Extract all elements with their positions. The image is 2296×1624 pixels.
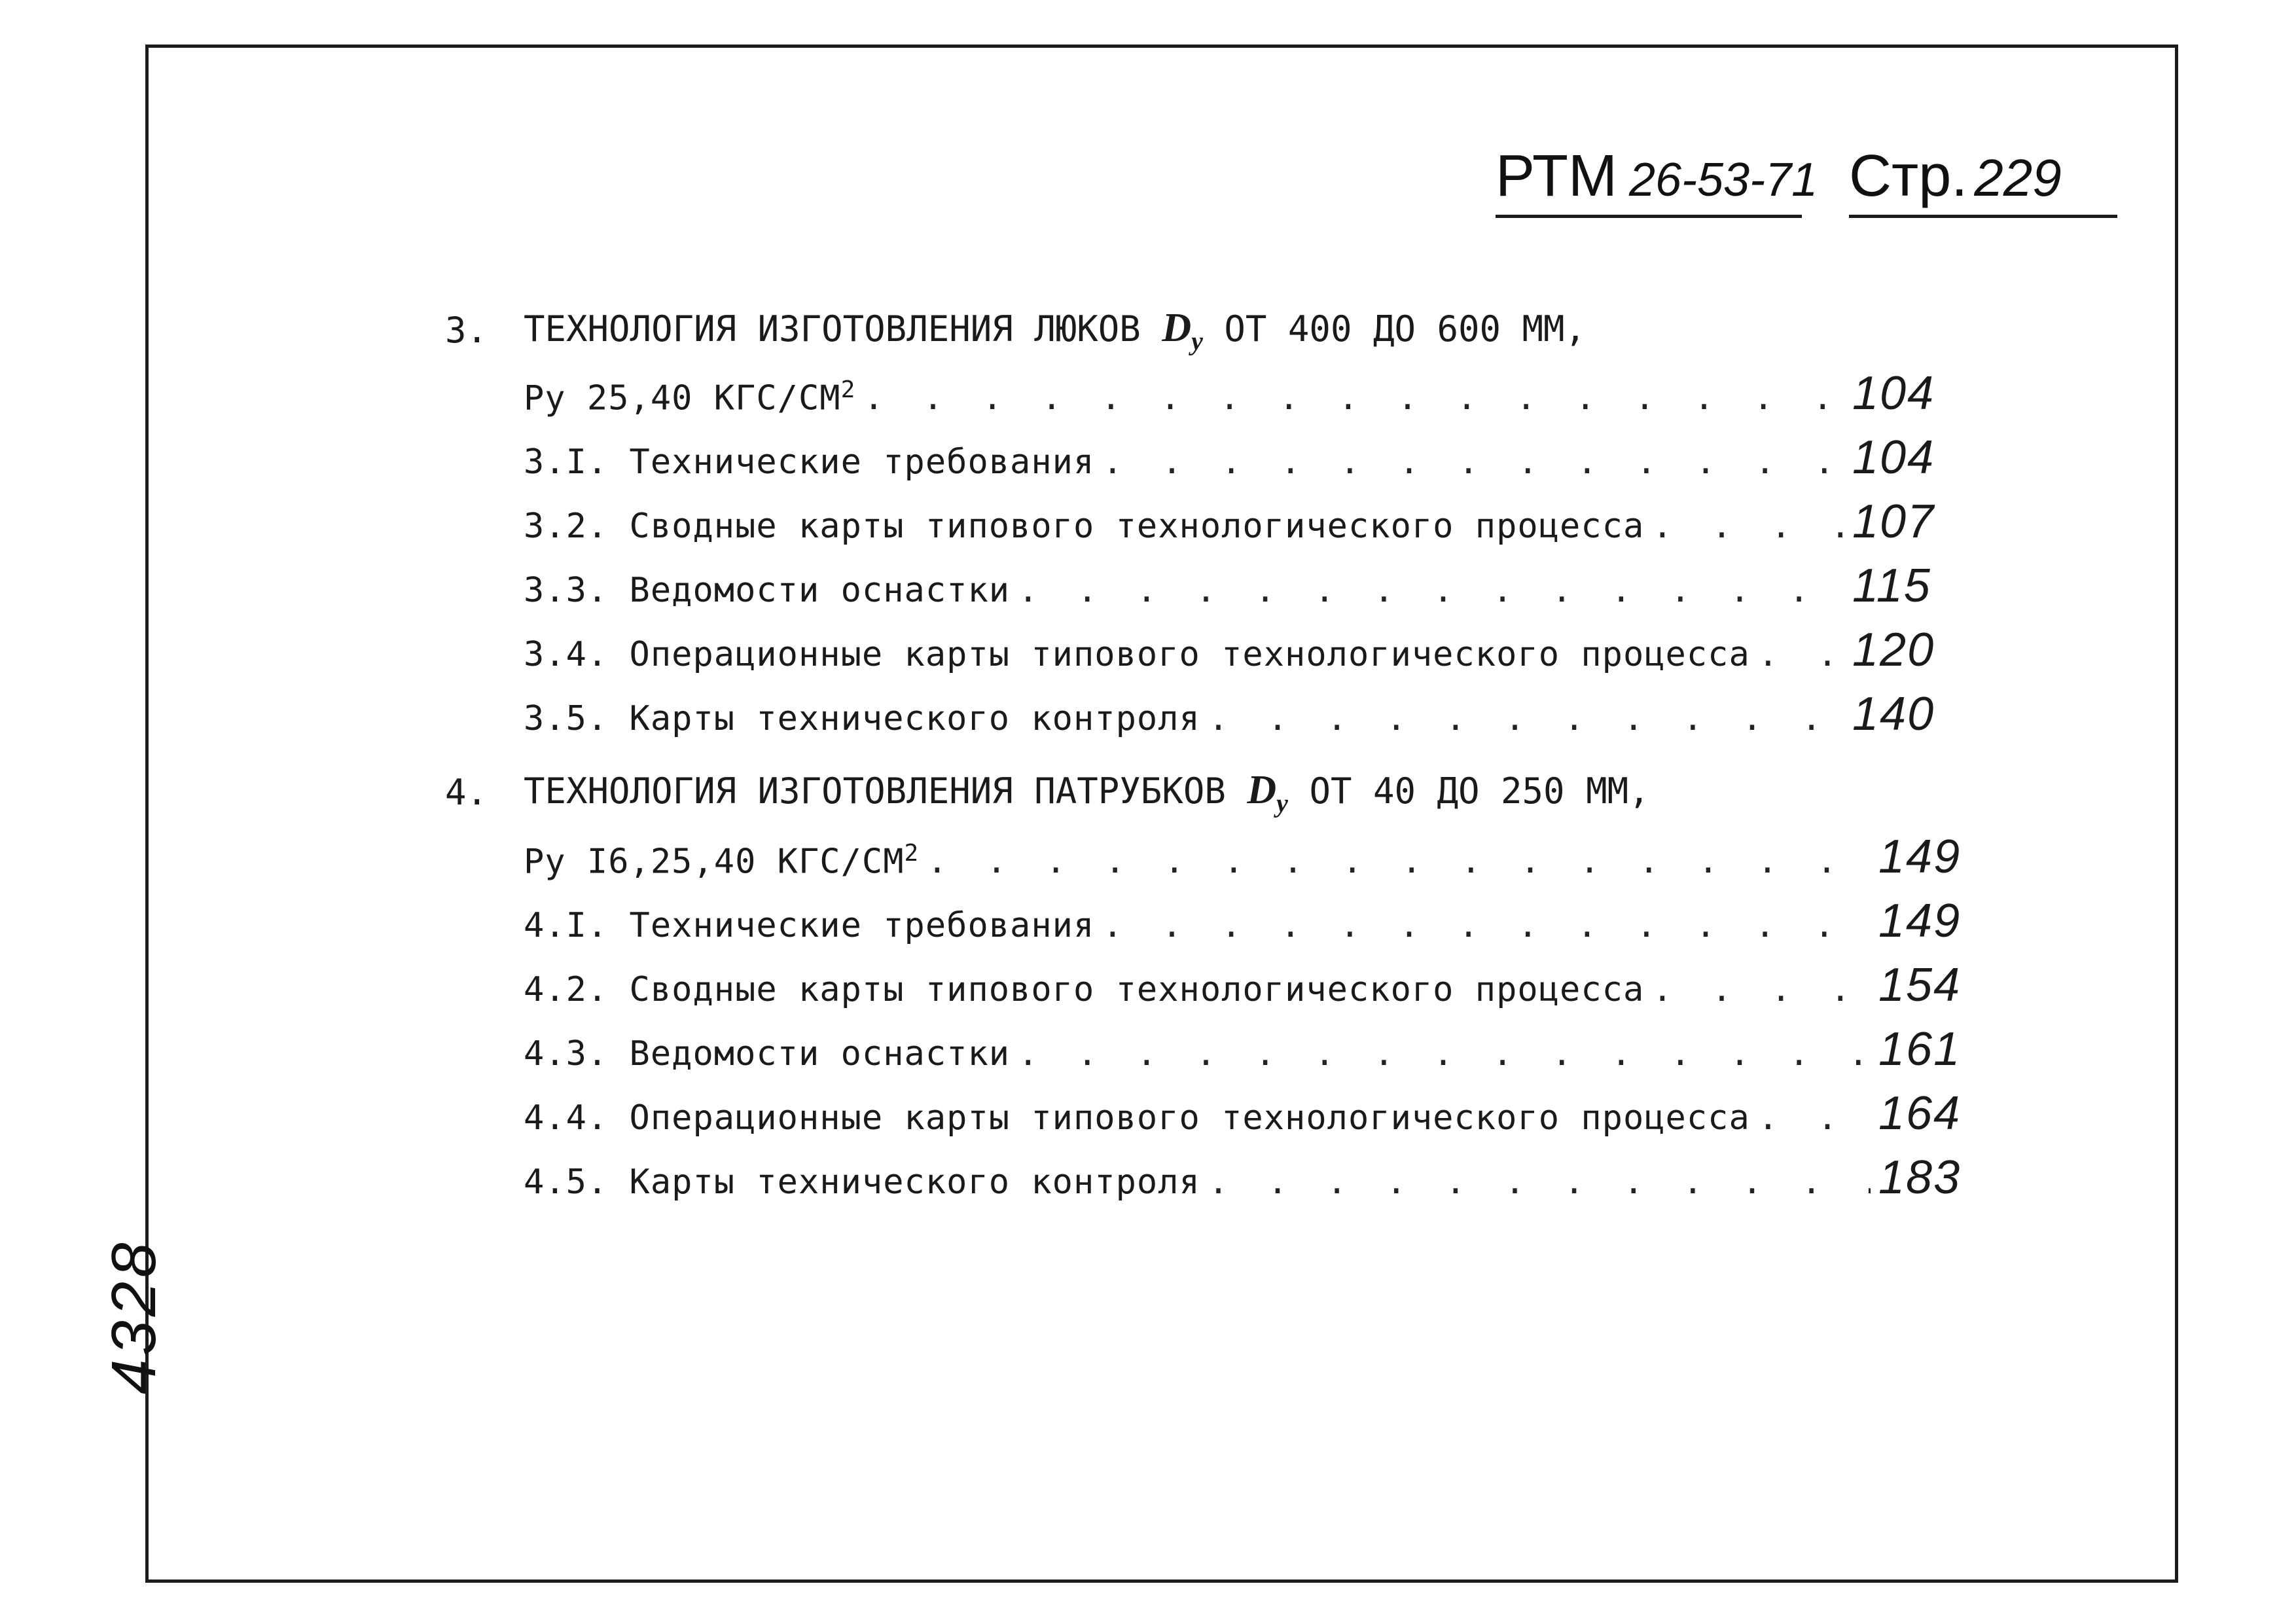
leader-dots <box>1758 1098 1871 1138</box>
toc-label: 4.2. Сводные карты типового технологического процесса <box>524 970 1645 1009</box>
toc-page: 120 <box>1852 624 1935 676</box>
leader-dots <box>1102 442 1844 482</box>
leader-dots <box>1208 1163 1871 1202</box>
page-prefix: Стр. <box>1849 143 1968 209</box>
leader-dots <box>927 842 1871 881</box>
toc-row <box>524 367 1937 420</box>
toc-label: 3.I. Технические требования <box>524 442 1095 482</box>
leader-dots <box>1102 906 1871 945</box>
page-number-stamp <box>1849 143 2117 218</box>
toc-row <box>524 623 1937 676</box>
toc-label: 3.4. Операционные карты типового технологического процесса <box>524 635 1750 674</box>
document-code-stamp <box>1496 143 1818 218</box>
leader-dots <box>1652 970 1871 1009</box>
toc-row <box>524 1151 1964 1204</box>
toc-page: 164 <box>1878 1087 1962 1140</box>
toc-row <box>524 1022 1964 1075</box>
leader-dots <box>863 378 1844 418</box>
leader-dots <box>1652 507 1844 546</box>
toc-row <box>524 559 1937 612</box>
toc-page: 115 <box>1852 560 1931 612</box>
section-title <box>524 770 1650 816</box>
toc-subtitle: Ру I6,25,40 КГС/$СМ^2$ <box>524 839 920 881</box>
toc-label: 4.I. Технические требования <box>524 906 1095 945</box>
section-title-part2: ОТ 40 ДО 250 ММ, <box>1309 770 1650 812</box>
toc-row <box>524 431 1937 484</box>
section-title-part2: ОТ 400 ДО 600 ММ, <box>1224 308 1587 350</box>
toc-row <box>524 894 1964 947</box>
leader-dots <box>1208 699 1844 738</box>
doc-code: 26-53-71 <box>1628 154 1818 206</box>
toc-label: 3.2. Сводные карты типового технологического процесса <box>524 507 1645 546</box>
toc-subtitle: Ру 25,40 КГС/$СМ^2$ <box>524 376 856 418</box>
toc-row <box>524 495 1937 548</box>
toc-page: 149 <box>1878 895 1962 947</box>
toc-row <box>524 830 1964 883</box>
section-number: 3. <box>445 310 488 351</box>
toc-label: 3.3. Ведомости оснастки <box>524 571 1011 610</box>
page-number: 229 <box>1974 149 2062 207</box>
toc-page: 183 <box>1878 1151 1962 1204</box>
toc-row <box>524 1087 1964 1140</box>
section-number: 4. <box>445 772 488 813</box>
toc-page: 154 <box>1878 959 1962 1011</box>
toc-row <box>524 958 1964 1011</box>
leader-dots <box>1758 635 1844 674</box>
toc-page: 104 <box>1852 367 1935 420</box>
toc-page: 104 <box>1852 431 1935 484</box>
section-title-part1: ТЕХНОЛОГИЯ ИЗГОТОВЛЕНИЯ ПАТРУБКОВ <box>524 770 1226 812</box>
toc-row <box>524 687 1937 740</box>
section-title <box>524 308 1586 354</box>
doc-prefix: РТМ <box>1496 143 1617 209</box>
archive-number: 4328 <box>99 1238 169 1394</box>
toc-label: 4.3. Ведомости оснастки <box>524 1034 1011 1074</box>
toc-label: 4.4. Операционные карты типового технологического процесса <box>524 1098 1750 1138</box>
toc-label: 4.5. Карты технического контроля <box>524 1163 1200 1202</box>
section-title-part1: ТЕХНОЛОГИЯ ИЗГОТОВЛЕНИЯ ЛЮКОВ <box>524 308 1141 350</box>
leader-dots <box>1018 571 1844 610</box>
toc-label: 3.5. Карты технического контроля <box>524 699 1200 738</box>
toc-page: 161 <box>1878 1023 1962 1075</box>
dy-symbol: $D_у$ <box>1162 306 1203 356</box>
leader-dots <box>1018 1034 1871 1074</box>
toc-page: 149 <box>1878 831 1962 883</box>
toc-page: 107 <box>1852 496 1935 548</box>
toc-page: 140 <box>1852 688 1935 740</box>
dy-symbol: $D_у$ <box>1247 768 1288 818</box>
